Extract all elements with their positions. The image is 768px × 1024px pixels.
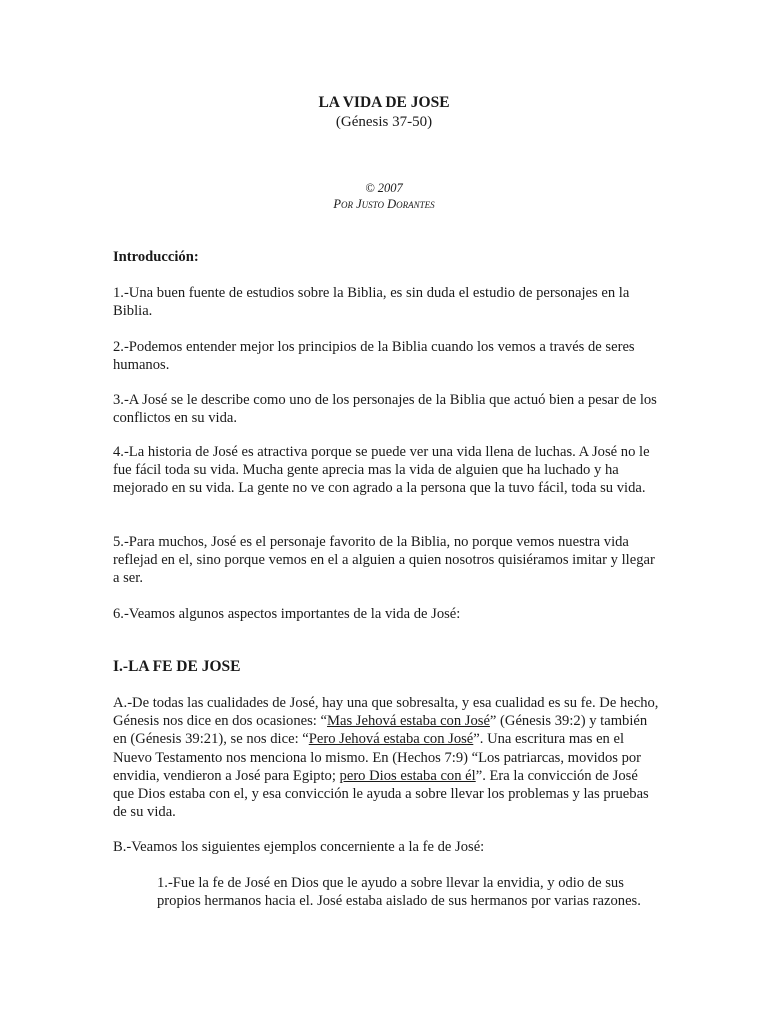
section-b-paragraph: B.-Veamos los siguientes ejemplos concerniente a la fe de José: [113, 839, 485, 855]
document-title: LA VIDA DE JOSE [318, 94, 450, 111]
section-a-text-1: A.-De todas las cualidades de José, hay una que sobresalta, y esa cualidad es su fe. De hecho, Génesis nos dice en dos ocasiones: “ [113, 695, 659, 730]
quote-genesis-39-21: Pero Jehová estaba con José [308, 731, 474, 748]
section-heading-fe-de-jose: I.-LA FE DE JOSE [113, 658, 241, 675]
intro-paragraph-4: 4.-La historia de José es atractiva porque se puede ver una vida llena de luchas. A José no le fue fácil toda su vida. Mucha gente aprecia mas la vida de alguien que ha luchado y ha mejorado en su vida. La gente no ve con agrado a la persona que la tuvo fácil, toda su vida. [113, 444, 650, 497]
intro-paragraph-3: 3.-A José se le describe como uno de los personajes de la Biblia que actuó bien a pesar de los conflictos en su vida. [113, 392, 657, 427]
author-line: Por Justo Dorantes [333, 197, 435, 211]
section-a-text-4: ”. Era la convicción de José que Dios estaba con el, y esa convicción le ayuda a sobre llevar los problemas y las pruebas de su vida. [113, 767, 649, 821]
intro-paragraph-5: 5.-Para muchos, José es el personaje favorito de la Biblia, no porque vemos nuestra vida reflejad en el, sino porque vemos en el a alguien a quien nosotros quisiéramos imitar y llegar a ser. [113, 534, 655, 587]
document-subtitle: (Génesis 37-50) [335, 114, 433, 130]
intro-heading: Introducción: [113, 249, 199, 265]
section-a-text-3: ”. Una escritura mas en el Nuevo Testamento nos menciona lo mismo. En (Hechos 7:9) “Los patriarcas, movidos por envidia, vendieron a José para Egipto; [113, 731, 642, 784]
copyright-line: © 2007 [365, 181, 403, 195]
section-a-text-2: ” (Génesis 39:2) y también en (Génesis 39:21), se nos dice: “ [113, 713, 648, 748]
intro-paragraph-6: 6.-Veamos algunos aspectos importantes de la vida de José: [113, 606, 461, 622]
quote-genesis-39-2: Mas Jehová estaba con José [327, 713, 490, 730]
intro-paragraph-2: 2.-Podemos entender mejor los principios de la Biblia cuando los vemos a través de seres humanos. [113, 339, 635, 374]
quote-hechos-7-9: pero Dios estaba con él [339, 767, 476, 784]
intro-paragraph-1: 1.-Una buen fuente de estudios sobre la Biblia, es sin duda el estudio de personajes en la Biblia. [113, 285, 630, 320]
section-a-paragraph [113, 694, 661, 821]
point-1-paragraph: 1.-Fue la fe de José en Dios que le ayudo a sobre llevar la envidia, y odio de sus propios hermanos hacia el. José estaba aislado de sus hermanos por varias razones. [157, 875, 641, 910]
